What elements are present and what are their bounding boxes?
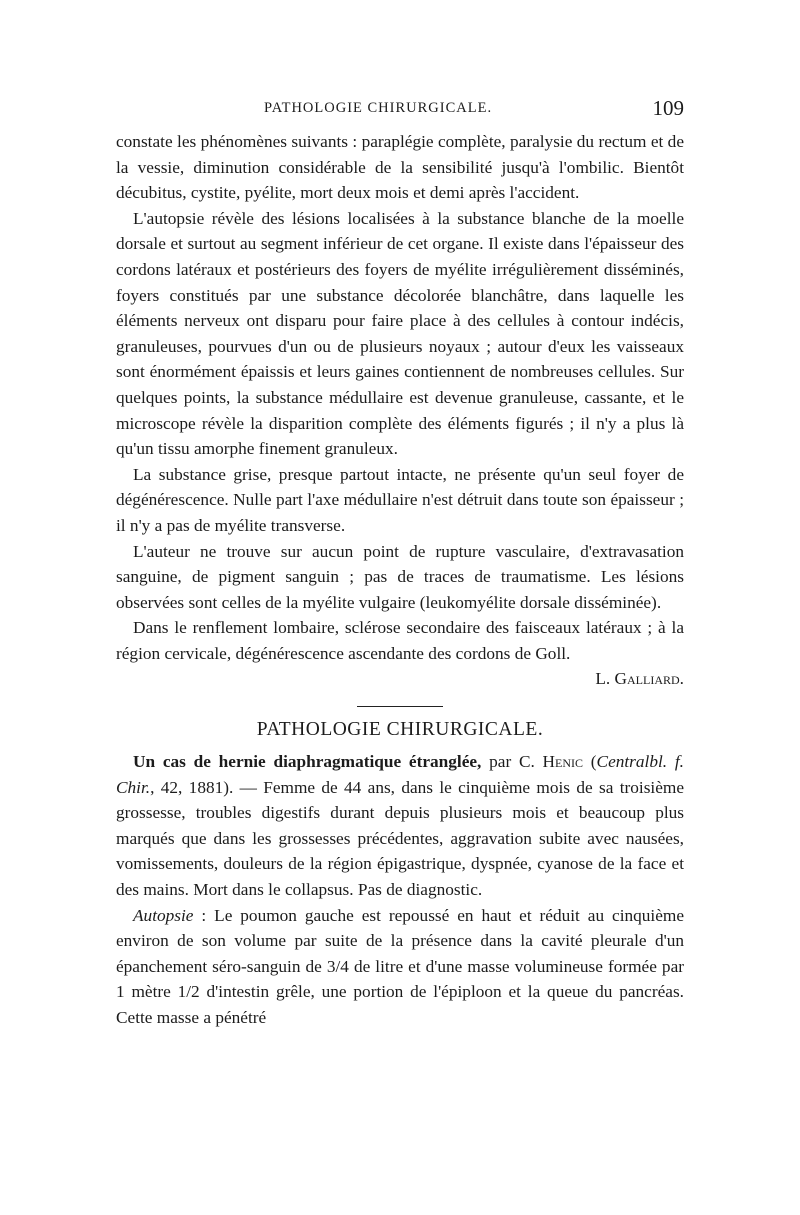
paragraph-4: L'auteur ne trouve sur aucun point de rupture vasculaire, d'extravasation sanguine, de pigment sanguin ; pas de traces de traumatisme. Les lésions observées sont celles de la myélite vulgaire (leukomyélite dorsale disséminée). <box>116 541 684 612</box>
paragraph-5: Dans le renflement lombaire, sclérose secondaire des faisceaux latéraux ; à la région cervicale, dégénérescence ascendante des cordons de Goll. <box>116 618 684 663</box>
article-paragraph-1 <box>116 749 684 903</box>
section-title: PATHOLOGIE CHIRURGICALE. <box>256 719 544 741</box>
section-divider <box>357 706 443 707</box>
paragraph-1: constate les phénomènes suivants : paraplégie complète, paralysie du rectum et de la vessie, diminution considérable de la sensibilité jusqu'à l'ombilic. Bientôt décubitus, cystite, pyélite, mort deux mois et demi après l'accident. <box>116 132 684 203</box>
autopsy-label: Autopsie <box>133 905 194 925</box>
running-head <box>116 96 684 126</box>
article-citation: , 42, 1881). <box>150 777 234 797</box>
body-text <box>116 129 684 1031</box>
article-source-open: ( <box>583 752 597 772</box>
signature: L. Galliard. <box>595 669 684 689</box>
article-by: par C. <box>481 752 543 772</box>
article-body: — Femme de 44 ans, dans le cinquième mois de sa troisième grossesse, troubles digestifs durant depuis plusieurs mois et beaucoup plus marqués que dans les grossesses précédentes, aggravation subite avec nausées, vomissements, douleurs de la région épigastrique, dyspnée, cyanose de la face et des mains. Mort dans le collapsus. Pas de diagnostic. <box>116 777 685 900</box>
article-paragraph-2 <box>116 903 684 1031</box>
paragraph-2: L'autopsie révèle des lésions localisées à la substance blanche de la moelle dorsale et surtout au segment inférieur de cet organe. Il existe dans l'épaisseur des cordons latéraux et postérieurs des foyers de myélite irrégulièrement disséminés, foyers constitués par une substance décolorée blanchâtre, dans laquelle les éléments nerveux ont disparu pour faire place à des cellules à contour indécis, granuleuses, pourvues d'un ou de plusieurs noyaux ; autour d'eux les vaisseaux sont énormément épaissis et leurs gaines contiennent de nombreuses cellules. Sur quelques points, la substance médullaire est devenue granuleuse, cassante, et le microscope révèle la disparition complète des éléments figurés ; il n'y a plus là qu'un tissu amorphe finement granuleux. <box>116 208 684 459</box>
article-journal: Centralbl. f. Chir. <box>116 752 684 797</box>
running-title: PATHOLOGIE CHIRURGICALE. <box>264 100 493 116</box>
page-number: 109 <box>652 96 684 120</box>
article-title: Un cas de hernie diaphragmatique étranglée, <box>133 752 482 772</box>
book-page <box>116 0 684 1215</box>
autopsy-text: : Le poumon gauche est repoussé en haut et réduit au cinquième environ de son volume par suite de la présence dans la cavité pleurale d'un épanchement séro-sanguin de 3/4 de litre et d'une masse volumineuse formée par 1 mètre 1/2 d'intestin grêle, une portion de l'épiploon et la queue du pancréas. Cette masse a pénétré <box>116 905 684 1027</box>
article-author: Henic <box>542 752 584 772</box>
paragraph-3: La substance grise, presque partout intacte, ne présente qu'un seul foyer de dégénérescence. Nulle part l'axe médullaire n'est détruit dans toute son épaisseur ; il n'y a pas de myélite transverse. <box>116 464 684 535</box>
